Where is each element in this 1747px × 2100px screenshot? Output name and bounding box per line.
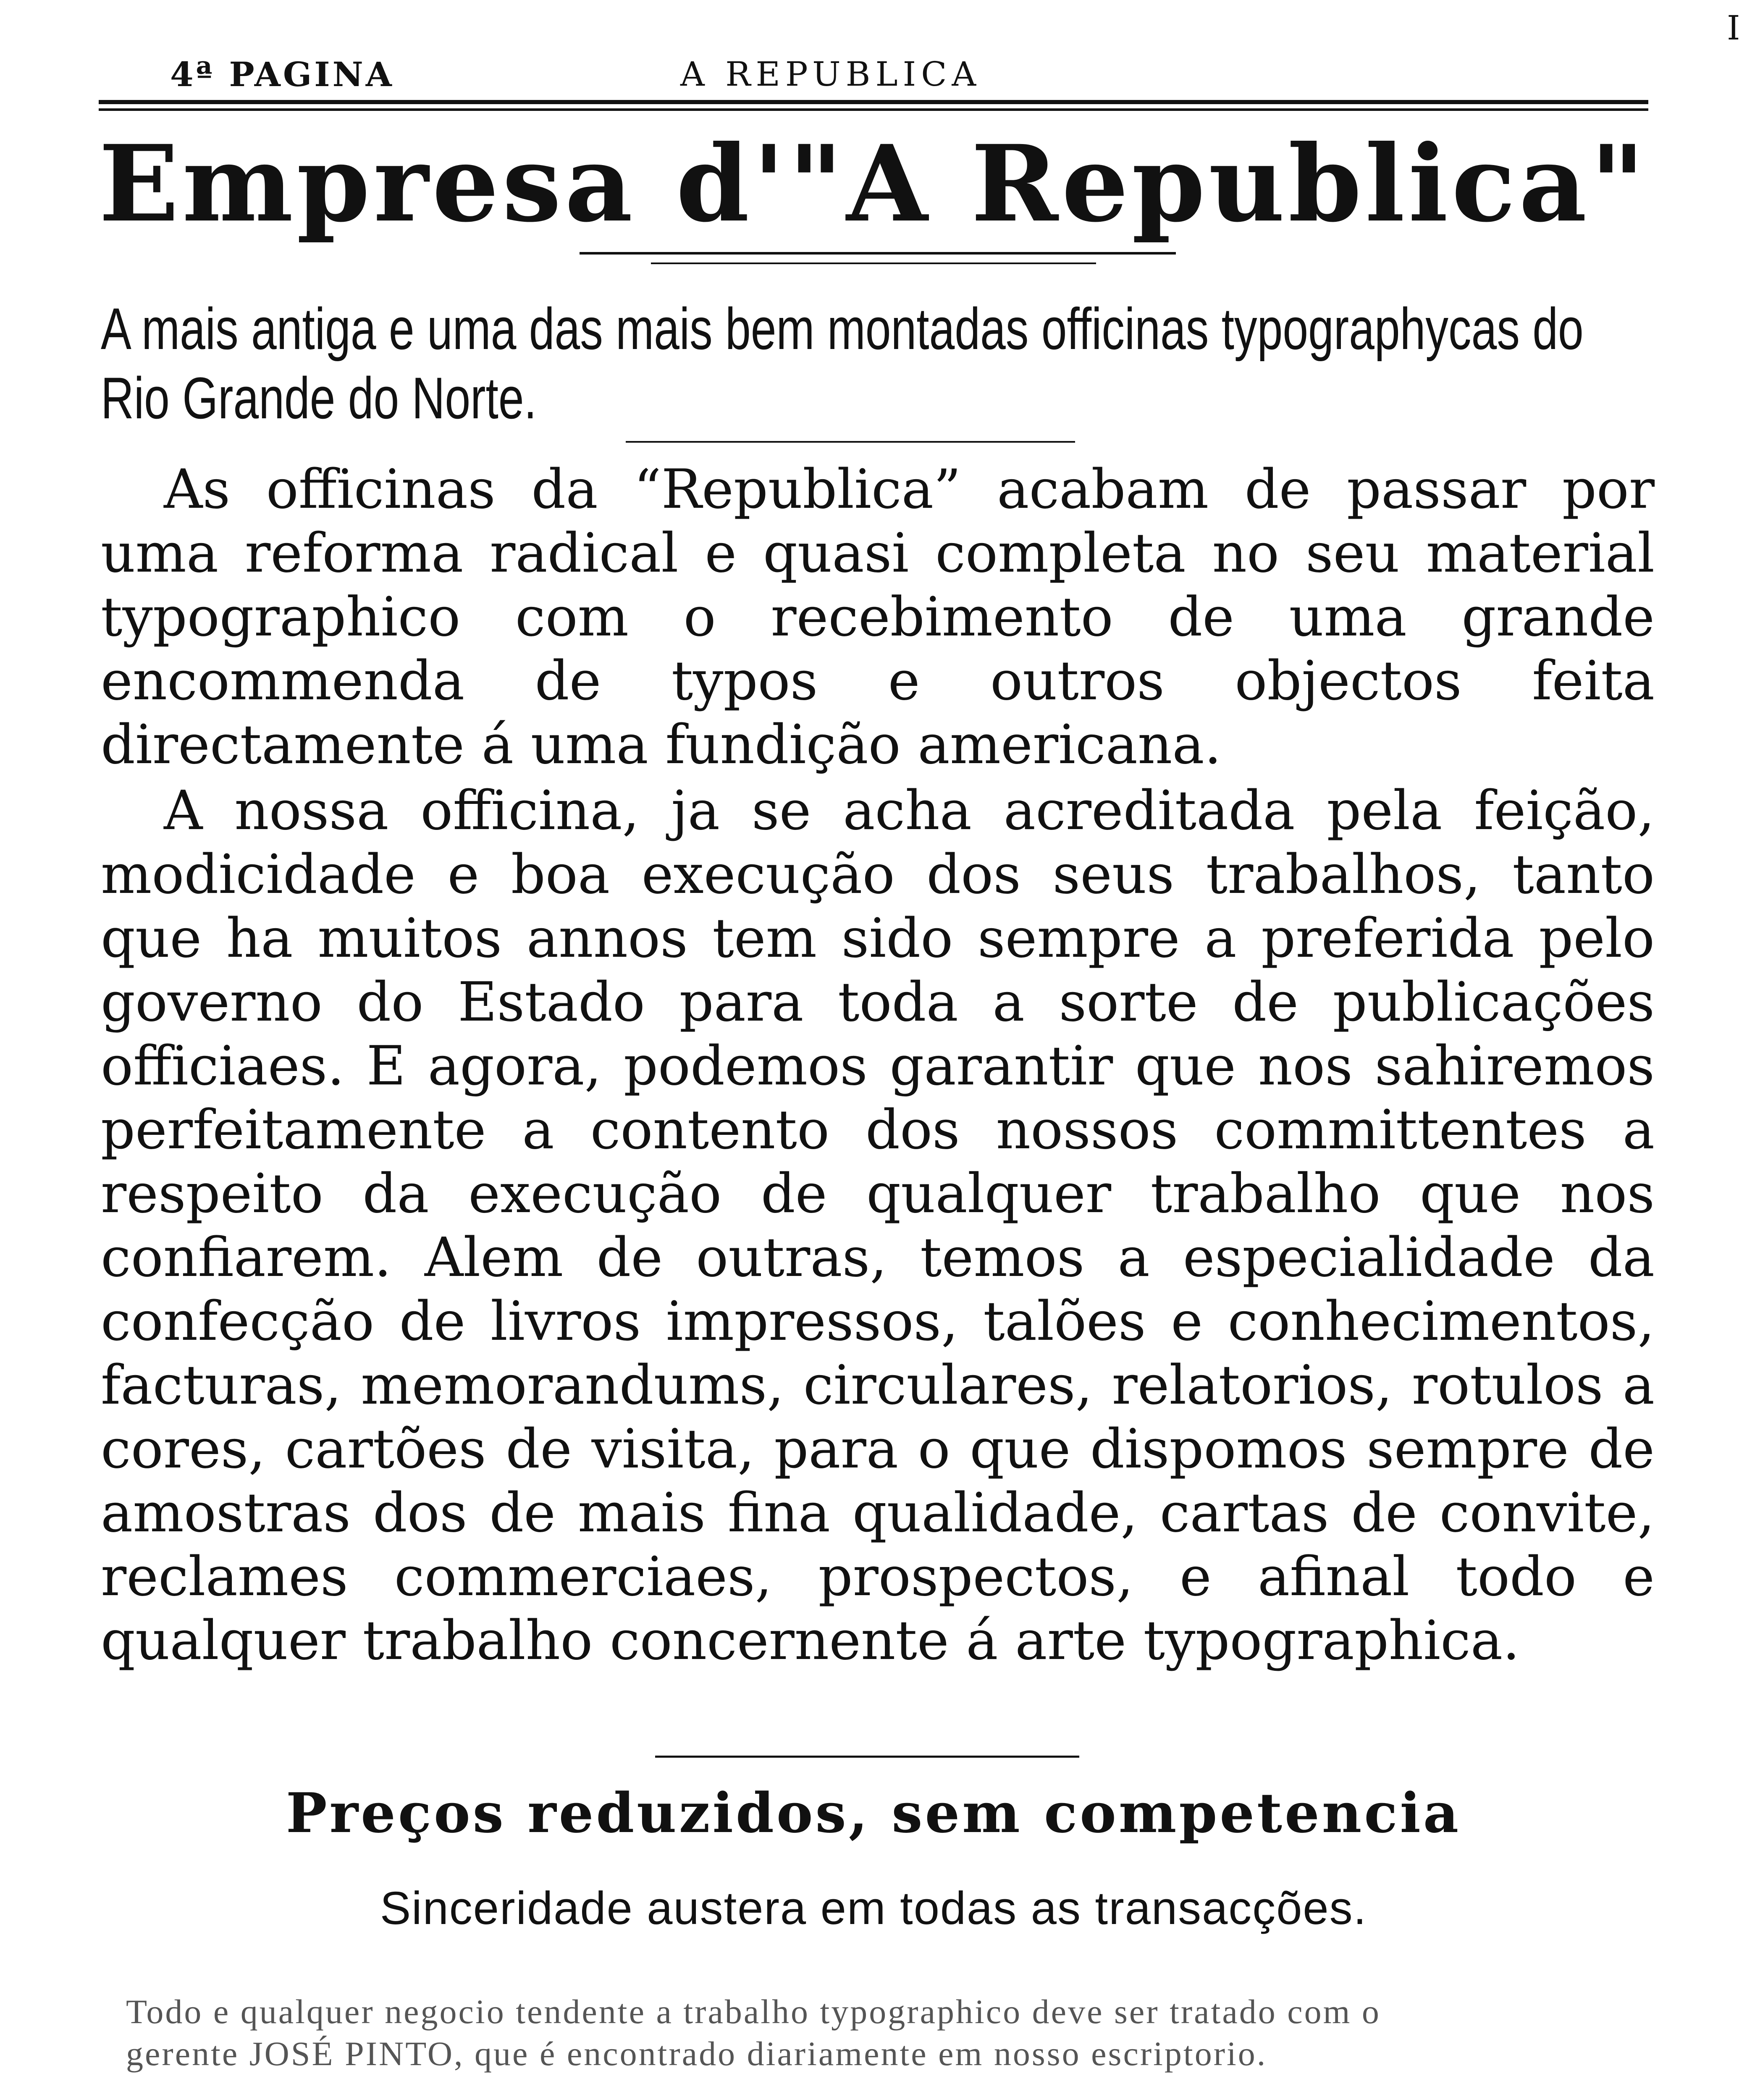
paragraph-1-text: As officinas da “Republica” acabam de passar por uma reforma radical e quasi completa no seu material typographico com o recebimento de uma grande encommenda de typos e outros objectos feita directamente á uma fundição americana.	[101, 458, 1655, 776]
sincerity-line: Sinceridade austera em todas as transacções.	[380, 1882, 1367, 1934]
lead-paragraph: A mais antiga e uma das mais bem montadas officinas typographycas do Rio Grande do Norte.	[101, 296, 1584, 431]
header-rule-bottom	[99, 108, 1648, 111]
notice-line-1: Todo e qualquer negocio tendente a trabalho typographico deve ser tratado com o	[126, 1992, 1381, 2031]
paragraph-2	[101, 779, 1655, 1673]
header-rule-top	[99, 100, 1648, 104]
title-divider-short	[651, 262, 1096, 264]
prices-divider	[655, 1756, 1079, 1758]
paragraph-1	[101, 458, 1655, 777]
paragraph-2-text: A nossa officina, ja se acha acreditada pela feição, modicidade e boa execução dos seus trabalhos, tanto que ha muitos annos tem sido sempre a preferida pelo governo do Estado para toda a sorte de publicações officiaes. E agora, podemos garantir que nos sahiremos perfeitamente a contento dos nossos committentes a respeito da execução de qualquer trabalho que nos confiarem. Alem de outras, temos a especialidade da confecção de livros impressos, talões e conhecimentos, facturas, memorandums, circulares, relatorios, rotulos a cores, cartões de visita, para o que dispomos sempre de amostras dos de mais fina qualidade, cartas de convite, reclames commerciaes, prospectos, e afinal todo e qualquer trabalho concernente á arte typographica.	[101, 780, 1655, 1672]
title-divider	[580, 252, 1176, 255]
lead-divider	[626, 441, 1075, 443]
advert-title: Empresa d'"A Republica"	[99, 122, 1648, 245]
newspaper-header-title: A REPUBLICA	[680, 55, 981, 94]
page-number-label: 4ª PAGINA	[170, 55, 394, 94]
notice-line-2: gerente JOSÉ PINTO, que é encontrado diariamente em nosso escriptorio.	[126, 2034, 1267, 2073]
prices-heading: Preços reduzidos, sem competencia	[286, 1781, 1461, 1845]
corner-mark: I	[1727, 8, 1740, 47]
